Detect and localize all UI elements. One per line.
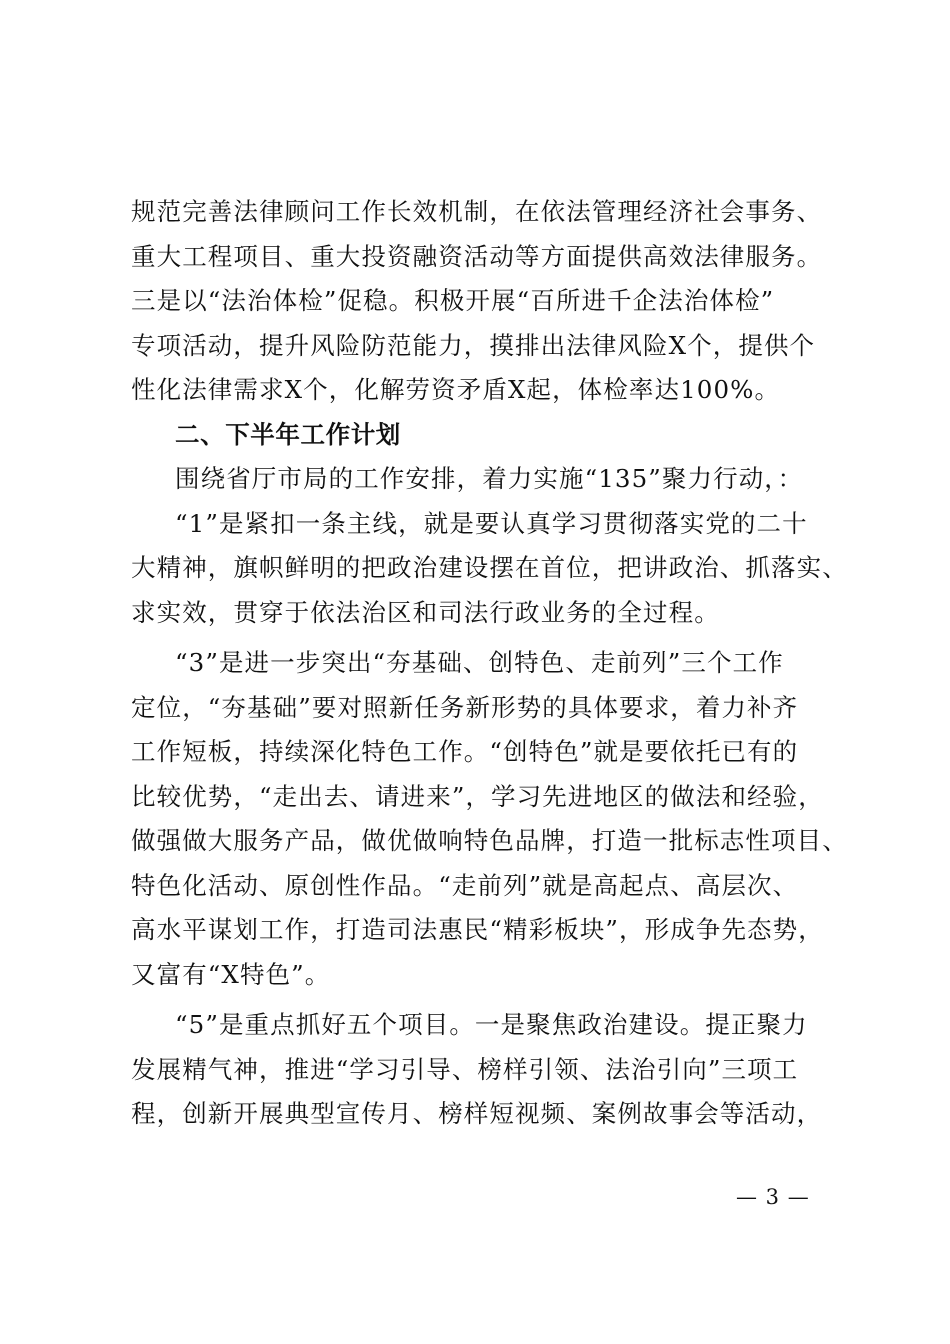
paragraph-3-line: 工作短板，持续深化特色工作。“创特色”就是要依托已有的 [131,737,799,766]
paragraph-1-line: 求实效，贯穿于依法治区和司法行政业务的全过程。 [131,597,720,627]
paragraph-3-line: 做强做大服务产品，做优做响特色品牌，打造一批标志性项目、 [131,826,848,855]
paragraph-1-line: “1”是紧扣一条主线，就是要认真学习贯彻落实党的二十 [175,508,808,538]
paragraph-3-line: 特色化活动、原创性作品。“走前列”就是高起点、高层次、 [131,870,799,900]
paragraph-3-line: 又富有“X特色”。 [131,959,331,989]
paragraph-5-line: “5”是重点抓好五个项目。一是聚焦政治建设。提正聚力 [175,1010,808,1039]
paragraph-5-line: 程，创新开展典型宣传月、榜样短视频、案例故事会等活动， [131,1099,823,1128]
paragraph-3-line: 定位，“夯基础”要对照新任务新形势的具体要求，着力补齐 [131,692,799,722]
intro-line: 围绕省厅市局的工作安排，着力实施“135”聚力行动，： [175,464,804,493]
text-line: 三是以“法治体检”促稳。积极开展“百所进千企法治体检” [131,286,775,315]
paragraph-5-line: 发展精气神，推进“学习引导、榜样引领、法治引向”三项工 [131,1054,799,1084]
text-line: 重大工程项目、重大投资融资活动等方面提供高效法律服务。 [131,241,823,271]
text-line: 专项活动，提升风险防范能力，摸排出法律风险X个，提供个 [131,330,816,360]
page-number: — 3 — [736,1185,810,1209]
section-heading: 二、下半年工作计划 [175,419,401,449]
paragraph-3-line: “3”是进一步突出“夯基础、创特色、走前列”三个工作 [175,648,784,677]
paragraph-3-line: 比较优势，“走出去、请进来”，学习先进地区的做法和经验， [131,781,824,811]
paragraph-1-line: 大精神，旗帜鲜明的把政治建设摆在首位，把讲政治、抓落实、 [131,553,848,582]
text-line: 规范完善法律顾问工作长效机制，在依法管理经济社会事务、 [131,197,823,226]
paragraph-3-line: 高水平谋划工作，打造司法惠民“精彩板块”，形成争先态势， [131,915,824,944]
body-text [131,190,851,1137]
text-line: 性化法律需求X个，化解劳资矛盾X起，体检率达100%。 [131,375,781,404]
